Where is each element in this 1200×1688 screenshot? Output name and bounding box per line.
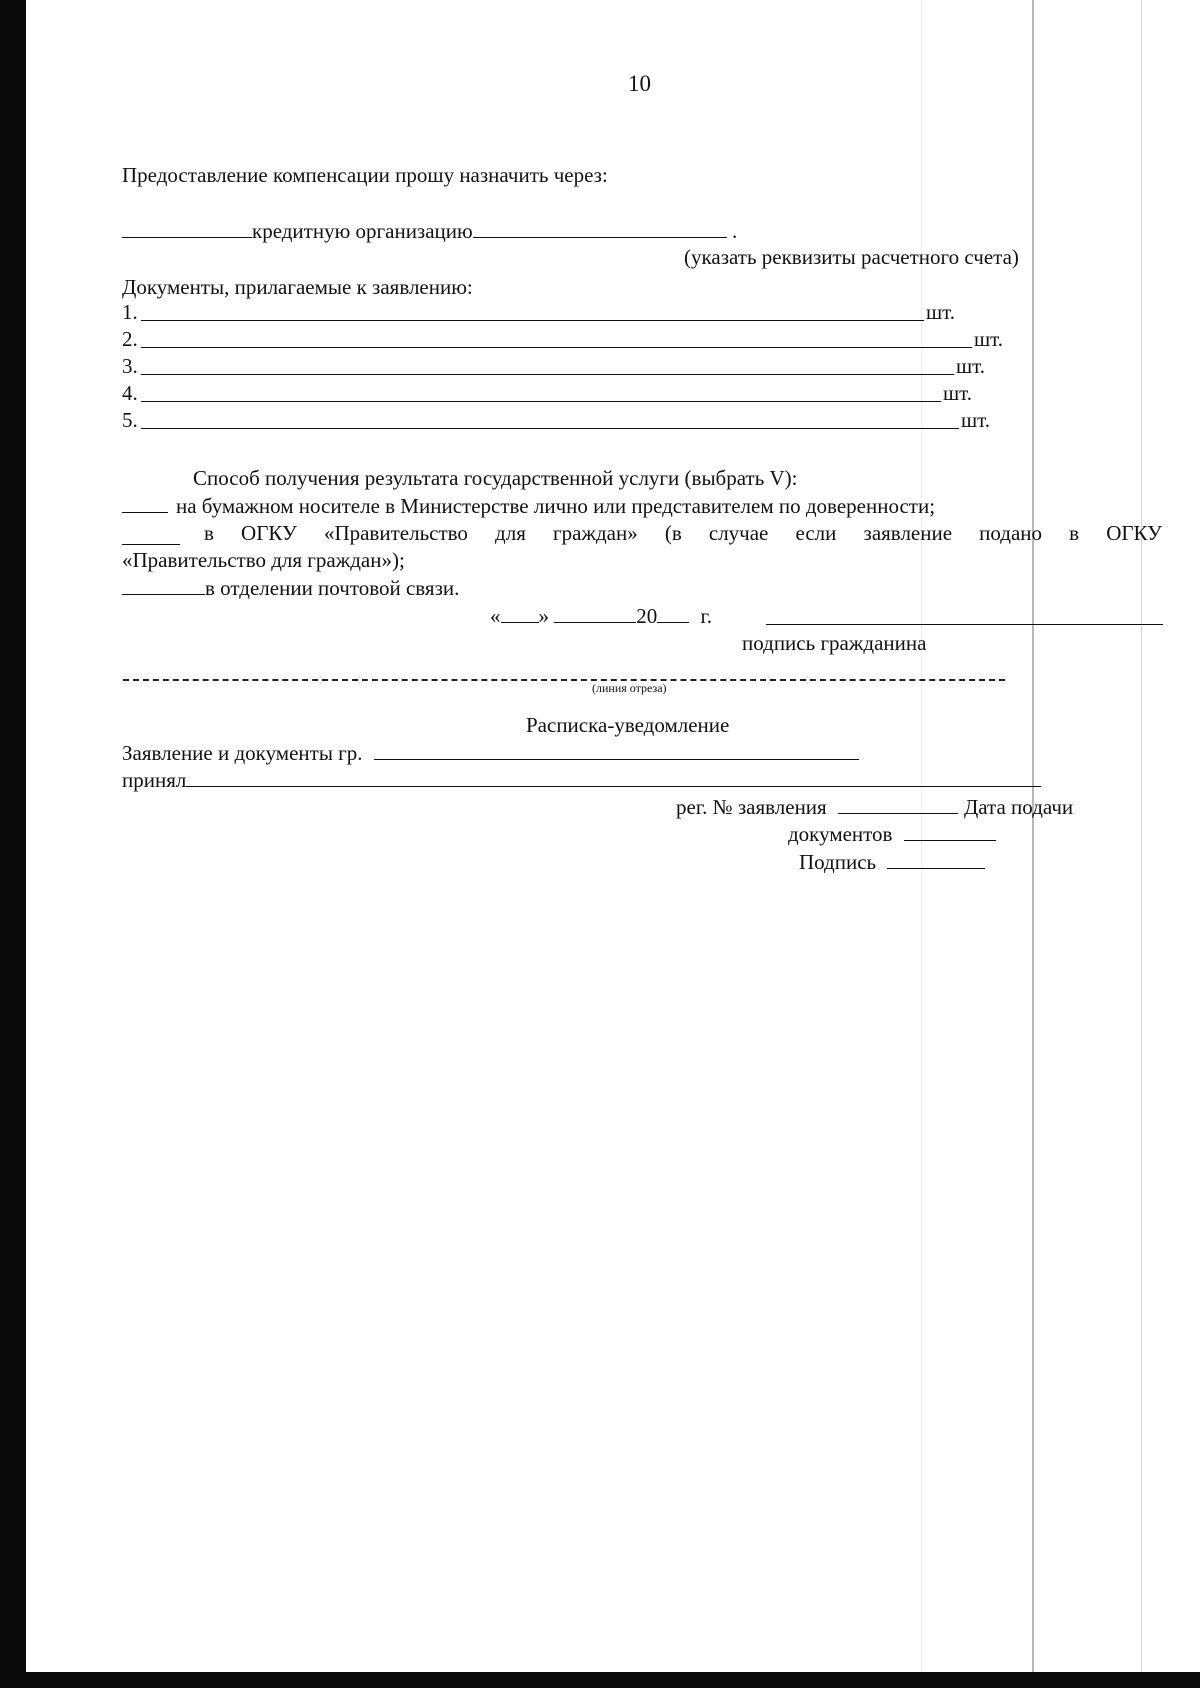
reg-number-line	[676, 795, 1073, 819]
receipt-title: Расписка-уведомление	[526, 713, 730, 737]
receipt-docs-line	[122, 741, 859, 765]
credit-org-checkbox-blank[interactable]	[122, 220, 252, 238]
credit-org-details-blank[interactable]	[473, 220, 727, 238]
date-open-quote: «	[490, 604, 501, 628]
document-row	[122, 408, 990, 432]
date-line	[490, 604, 712, 628]
date-year-suffix: г.	[700, 604, 712, 628]
document-unit: шт.	[942, 381, 972, 405]
page-number: 10	[628, 71, 651, 96]
document-number: 1.	[122, 300, 138, 324]
signature-label: Подпись	[799, 850, 877, 874]
signature-line	[799, 850, 985, 874]
scan-bottom-edge	[0, 1672, 1200, 1688]
documents-heading: Документы, прилагаемые к заявлению:	[122, 275, 473, 299]
reg-number-blank[interactable]	[838, 796, 958, 814]
method-option-post	[122, 576, 459, 600]
receipt-docs-label: Заявление и документы гр.	[122, 741, 363, 765]
date-century: 20	[636, 604, 658, 628]
submission-date-label-continued: документов	[788, 822, 893, 846]
method-option-ministry	[122, 494, 935, 518]
method-ministry-checkbox-blank[interactable]	[122, 495, 168, 513]
document-name-blank[interactable]	[141, 302, 924, 321]
submission-date-line	[788, 822, 996, 846]
submission-date-blank[interactable]	[904, 823, 996, 841]
cut-line	[123, 679, 1005, 681]
signature-hint: подпись гражданина	[742, 631, 927, 655]
scan-artifact-line	[1032, 0, 1034, 1672]
method-option-ogku	[122, 521, 1162, 545]
document-unit: шт.	[960, 408, 990, 432]
receipt-citizen-name-blank[interactable]	[374, 742, 859, 760]
method-ogku-label: в ОГКУ «Правительство для граждан» (в случае если заявление подано в ОГКУ	[204, 521, 1162, 545]
document-unit: шт.	[955, 354, 985, 378]
date-day-blank[interactable]	[501, 605, 539, 623]
compensation-intro: Предоставление компенсации прошу назначить через:	[122, 163, 608, 187]
reg-number-label: рег. № заявления	[676, 795, 827, 819]
scan-artifact-line	[1141, 0, 1142, 1672]
document-row	[122, 327, 1003, 351]
document-row	[122, 300, 955, 324]
document-row	[122, 354, 985, 378]
date-year-blank[interactable]	[657, 605, 689, 623]
document-name-blank[interactable]	[141, 356, 954, 375]
document-number: 2.	[122, 327, 138, 351]
accepted-by-blank[interactable]	[186, 769, 1041, 787]
date-close-quote: »	[538, 604, 549, 628]
method-post-checkbox-blank[interactable]	[122, 577, 205, 595]
credit-org-hint: (указать реквизиты расчетного счета)	[684, 245, 1019, 269]
document-unit: шт.	[925, 300, 955, 324]
method-post-label: в отделении почтовой связи.	[205, 576, 460, 600]
method-heading: Способ получения результата государственной услуги (выбрать V):	[193, 466, 798, 490]
document-name-blank[interactable]	[141, 383, 941, 402]
signature-blank[interactable]	[887, 851, 985, 869]
credit-org-line	[122, 219, 737, 243]
document-unit: шт.	[973, 327, 1003, 351]
cut-line-label: (линия отреза)	[592, 681, 667, 695]
accepted-label: принял	[122, 768, 187, 792]
scan-left-edge	[0, 0, 26, 1688]
accepted-line	[122, 768, 1041, 792]
submission-date-label: Дата подачи	[963, 795, 1074, 819]
method-ministry-label: на бумажном носителе в Министерстве лично или представителем по доверенности;	[176, 494, 936, 518]
document-number: 3.	[122, 354, 138, 378]
document-name-blank[interactable]	[141, 410, 959, 429]
document-row	[122, 381, 972, 405]
credit-org-label: кредитную организацию	[252, 219, 473, 243]
document-name-blank[interactable]	[141, 329, 972, 348]
method-ogku-checkbox-blank[interactable]	[122, 527, 180, 545]
date-month-blank[interactable]	[554, 605, 636, 623]
document-number: 4.	[122, 381, 138, 405]
credit-org-end: .	[731, 219, 738, 243]
document-number: 5.	[122, 408, 138, 432]
method-ogku-label-continued: «Правительство для граждан»);	[122, 548, 405, 572]
citizen-signature-blank[interactable]	[766, 624, 1163, 625]
